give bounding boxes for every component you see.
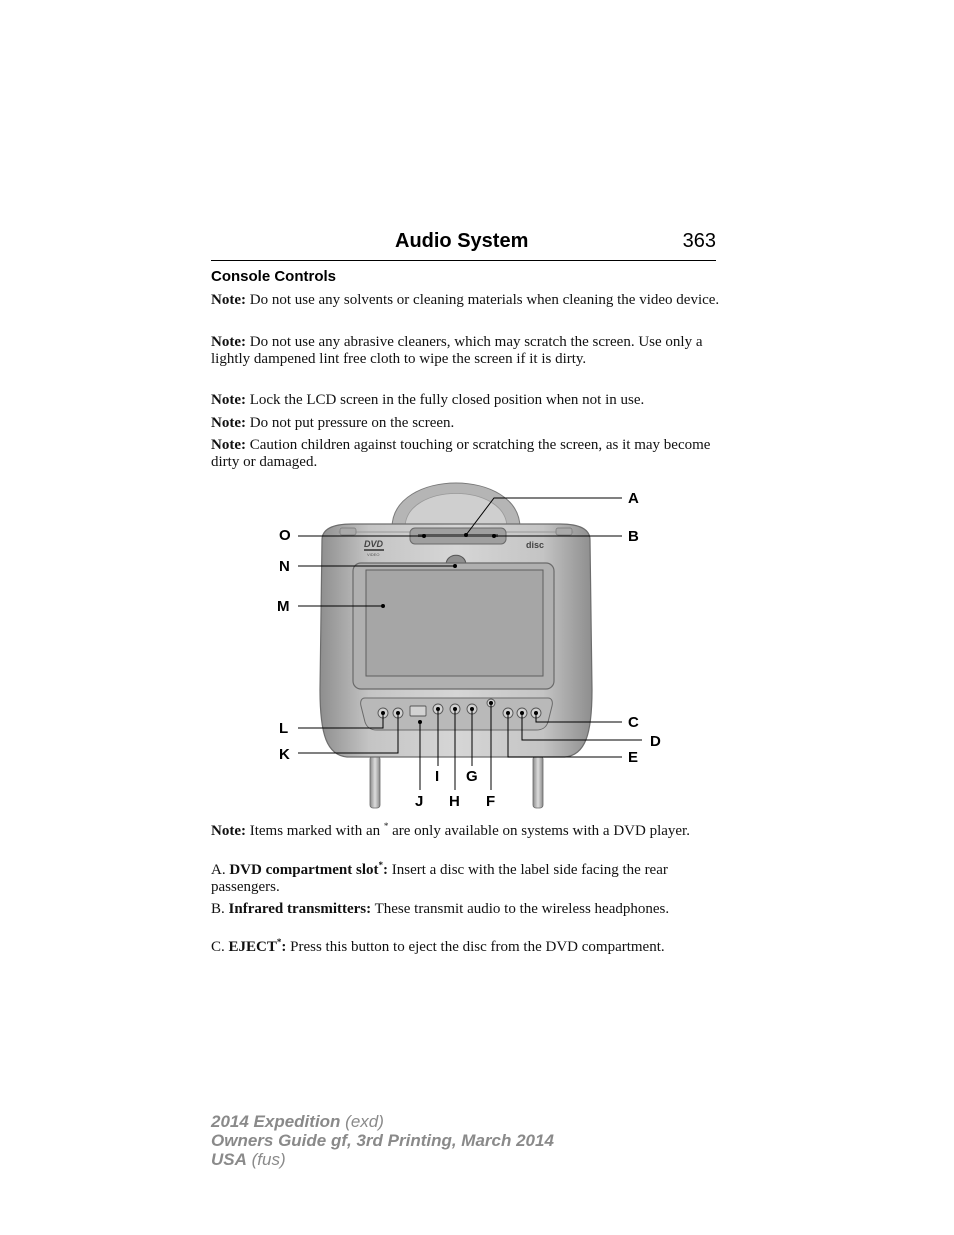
item-term: Infrared transmitters: xyxy=(228,901,372,917)
note-text: Do not use any solvents or cleaning materials when cleaning the video device. xyxy=(249,292,720,308)
note-text: Caution children against touching or scratching the screen, as it may become dirty or damaged. xyxy=(211,437,711,470)
note-label: Note: xyxy=(211,415,246,431)
console-controls-diagram xyxy=(270,480,661,820)
note-label: Note: xyxy=(211,334,246,350)
disc-logo: disc xyxy=(526,540,545,550)
note-5 xyxy=(211,437,721,471)
callout-k: K xyxy=(279,746,290,763)
item-term: EJECT*: xyxy=(228,937,287,955)
item-text: Insert a disc with the label side facing the rear passengers. xyxy=(211,862,668,895)
note-label: Note: xyxy=(211,392,246,408)
item-letter: C. xyxy=(211,939,225,955)
callout-h: H xyxy=(449,793,460,810)
headrest-post-left xyxy=(370,756,380,808)
note-label: Note: xyxy=(211,437,246,453)
callout-i: I xyxy=(435,768,440,785)
item-a xyxy=(211,862,721,896)
dvd-slot xyxy=(418,534,498,537)
note-text: Lock the LCD screen in the fully closed position when not in use. xyxy=(249,392,645,408)
asterisk-note: Note: Items marked with an * are only available on systems with a DVD player. xyxy=(211,821,690,839)
item-b xyxy=(211,901,721,918)
note-label: Note: xyxy=(211,823,246,839)
callout-f: F xyxy=(486,793,496,810)
note-1 xyxy=(211,292,721,309)
footer-line-1: 2014 Expedition (exd) xyxy=(211,1112,384,1131)
note-text: Do not put pressure on the screen. xyxy=(249,415,455,431)
note-4 xyxy=(211,415,721,432)
item-text: Press this button to eject the disc from the DVD compartment. xyxy=(290,939,665,955)
page-title: Audio System xyxy=(395,230,529,252)
callout-o: O xyxy=(279,527,291,544)
dvd-logo: DVD xyxy=(364,539,384,549)
note-text: Do not use any abrasive cleaners, which may scratch the screen. Use only a lightly dampened lint free cloth to wipe the screen if it is dirty. xyxy=(211,334,703,367)
callout-m: M xyxy=(277,598,290,615)
page-number: 363 xyxy=(682,230,716,252)
lcd-screen xyxy=(366,570,543,676)
item-text: These transmit audio to the wireless headphones. xyxy=(374,901,670,917)
callout-l: L xyxy=(279,720,289,737)
callout-a: A xyxy=(628,490,639,507)
item-term: DVD compartment slot*: xyxy=(229,860,388,878)
item-c xyxy=(211,939,731,956)
callout-g: G xyxy=(466,768,478,785)
dvd-logo-disc xyxy=(364,549,384,551)
callout-c: C xyxy=(628,714,639,731)
dvd-logo-sub: VIDEO xyxy=(367,552,380,557)
callout-b: B xyxy=(628,528,639,545)
item-letter: B. xyxy=(211,901,225,917)
callout-n: N xyxy=(279,558,290,575)
callout-d: D xyxy=(650,733,661,750)
note-3 xyxy=(211,392,721,409)
note-label: Note: xyxy=(211,292,246,308)
footer-line-3: USA (fus) xyxy=(211,1150,286,1169)
section-title: Console Controls xyxy=(211,268,337,285)
callout-e: E xyxy=(628,749,639,766)
note-2 xyxy=(211,334,721,368)
aux-input-jack xyxy=(410,706,426,716)
headrest-post-right xyxy=(533,756,543,808)
footer-line-2: Owners Guide gf, 3rd Printing, March 2014 xyxy=(211,1131,554,1150)
page-header xyxy=(211,228,716,261)
callout-j: J xyxy=(415,793,424,810)
item-letter: A. xyxy=(211,862,226,878)
page-footer xyxy=(211,1112,554,1169)
